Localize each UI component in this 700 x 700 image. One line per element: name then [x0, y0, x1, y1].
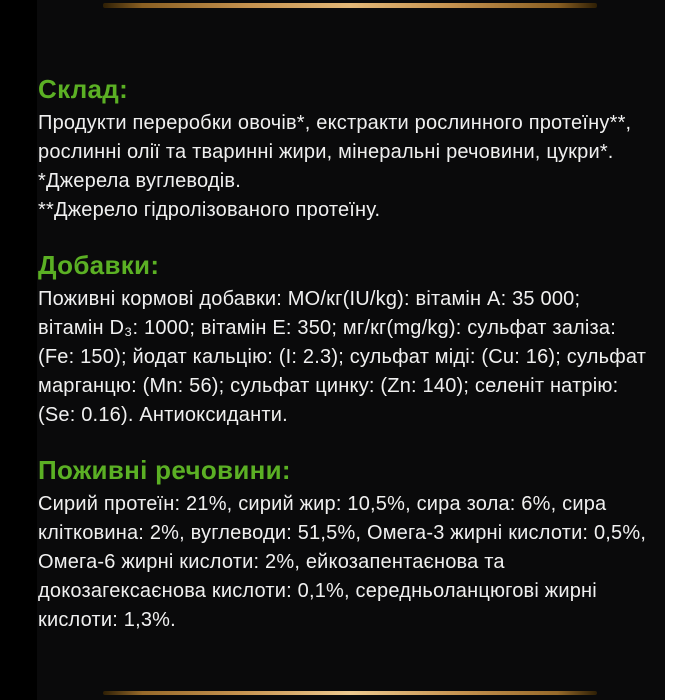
gold-divider-bottom	[103, 691, 597, 695]
nutrients-text: Сирий протеїн: 21%, сирий жир: 10,5%, сира зола: 6%, сира клітковина: 2%, вуглеводи: 51,5%, Омега-3 жирні кислоти: 0,5%, Омега-6 жирні кислоти: 2%, ейкозапентаєнова та докозагексаєнова кислоти: 0,1%, середньоланцюгові жирні кислоти: 1,3%.	[38, 493, 647, 631]
section-nutrients	[38, 453, 650, 635]
composition-text: Продукти переробки овочів*, екстракти рослинного протеїну**, рослинні олії та тваринні жири, мінеральні речовини, цукри*.	[38, 112, 632, 163]
footnote-protein-source: **Джерело гідролізованого протеїну.	[38, 199, 381, 221]
page-background-strip	[665, 0, 700, 700]
nutrients-heading: Поживні речовини:	[38, 455, 291, 485]
composition-heading: Склад:	[38, 74, 129, 104]
section-composition	[38, 72, 650, 225]
section-additives	[38, 248, 650, 430]
additives-text: Поживні кормові добавки: МО/кг(IU/kg): вітамін A: 35 000; вітамін D₃: 1000; вітамін E: 350; мг/кг(mg/kg): сульфат заліза: (Fe: 150); йодат кальцію: (I: 2.3); сульфат міді: (Cu: 16); сульфат марганцю: (Mn: 56); сульфат цинку: (Zn: 140); селеніт натрію: (Se: 0.16). Антиоксиданти.	[38, 288, 647, 426]
footnote-carb-sources: *Джерела вуглеводів.	[38, 170, 241, 192]
additives-heading: Добавки:	[38, 250, 160, 280]
label-content	[38, 72, 650, 658]
gold-divider-top	[103, 3, 597, 8]
